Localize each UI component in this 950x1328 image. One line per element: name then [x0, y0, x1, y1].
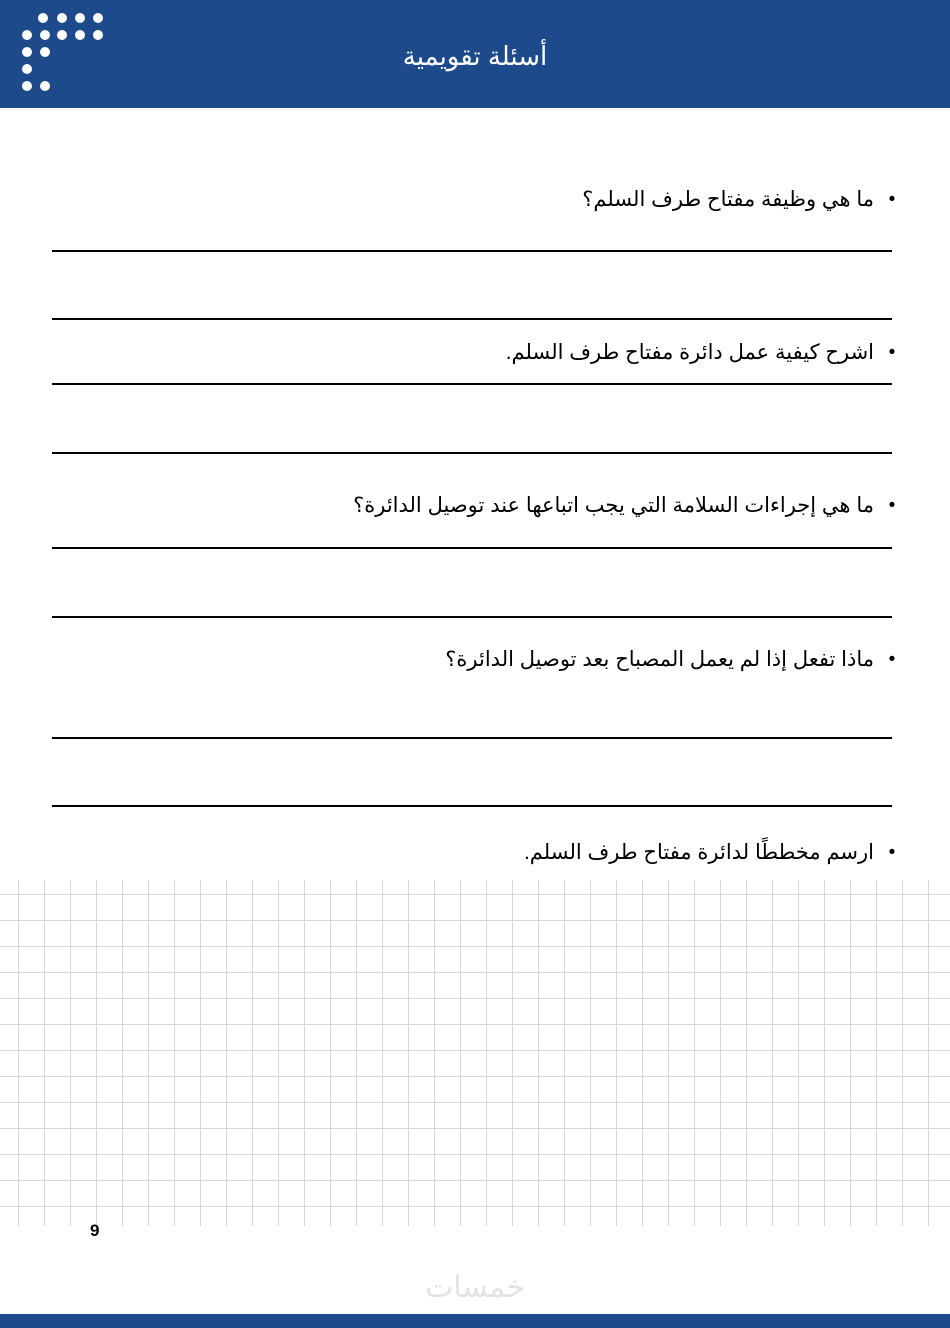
question-text: ماذا تفعل إذا لم يعمل المصباح بعد توصيل الدائرة؟: [445, 648, 874, 671]
question-1: [54, 185, 896, 215]
answer-line: [52, 250, 892, 252]
answer-line: [52, 547, 892, 549]
bullet-marker: •: [888, 495, 896, 516]
page-footer-bar: [0, 1314, 950, 1328]
bullet-marker: •: [888, 342, 896, 363]
answer-line: [52, 452, 892, 454]
drawing-grid[interactable]: [0, 880, 950, 1226]
bullet-marker: •: [888, 649, 896, 670]
bullet-marker: •: [888, 842, 896, 863]
question-5: [54, 838, 896, 868]
answer-line: [52, 805, 892, 807]
answer-line: [52, 737, 892, 739]
question-2: [54, 338, 896, 368]
page-header: [0, 0, 950, 108]
question-text: ارسم مخططًا لدائرة مفتاح طرف السلم.: [523, 841, 874, 864]
answer-line: [52, 383, 892, 385]
question-3: [54, 491, 896, 521]
watermark-logo: خمسات: [424, 1271, 526, 1304]
question-text: اشرح كيفية عمل دائرة مفتاح طرف السلم.: [505, 341, 874, 364]
answer-line: [52, 318, 892, 320]
question-text: ما هي إجراءات السلامة التي يجب اتباعها عند توصيل الدائرة؟: [353, 494, 874, 517]
answer-line: [52, 616, 892, 618]
question-text: ما هي وظيفة مفتاح طرف السلم؟: [582, 188, 874, 211]
bullet-marker: •: [888, 189, 896, 210]
question-4: [54, 645, 896, 675]
page-title: أسئلة تقويمية: [402, 41, 548, 71]
page-number: 9: [90, 1221, 100, 1240]
